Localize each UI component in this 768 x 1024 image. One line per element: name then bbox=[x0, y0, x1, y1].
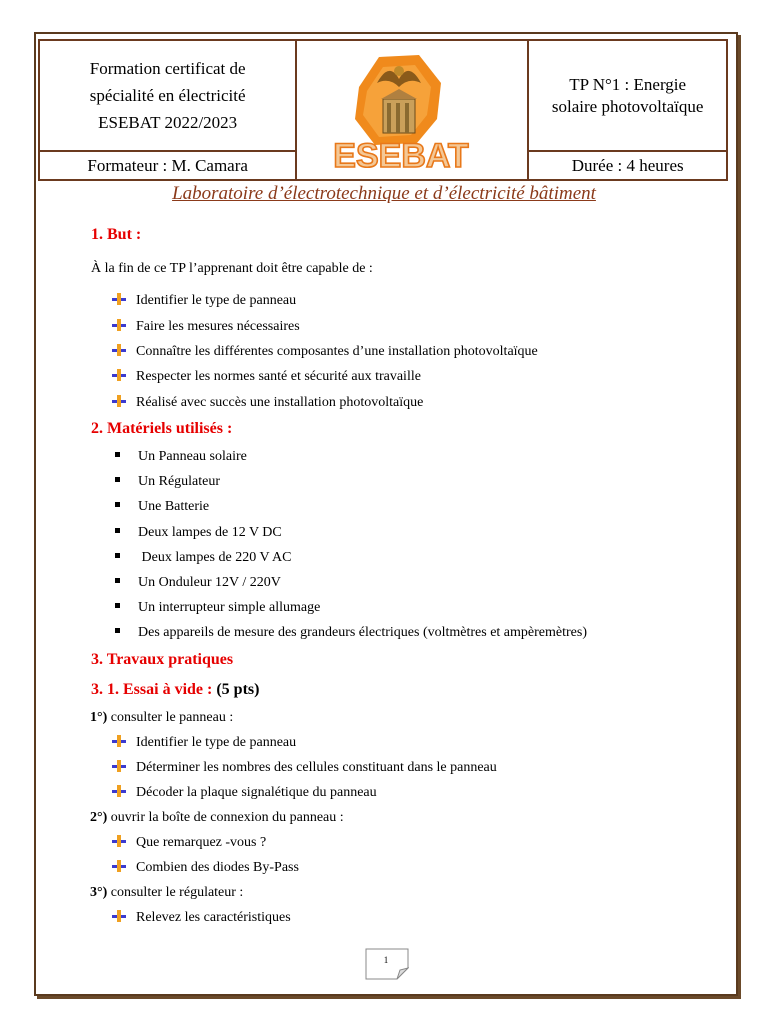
duration-cell: Durée : 4 heures bbox=[528, 151, 727, 180]
list-item: Identifier le type de panneau bbox=[112, 293, 296, 309]
list-item: Une Batterie bbox=[115, 499, 209, 515]
list-item: Relevez les caractéristiques bbox=[112, 910, 291, 926]
list-item: Combien des diodes By-Pass bbox=[112, 860, 299, 876]
square-bullet-icon bbox=[115, 528, 120, 533]
arrow-bullet-icon bbox=[112, 369, 126, 381]
essai-heading: 3. 1. Essai à vide : (5 pts) bbox=[91, 681, 260, 698]
square-bullet-icon bbox=[115, 502, 120, 507]
arrow-bullet-icon bbox=[112, 910, 126, 922]
esebat-logo bbox=[297, 41, 527, 179]
trainer-cell: Formateur : M. Camara bbox=[39, 151, 296, 180]
header-tp-title bbox=[528, 40, 727, 151]
step-2: 2°) ouvrir la boîte de connexion du panneau : bbox=[90, 810, 344, 825]
folded-page-icon bbox=[365, 948, 409, 980]
formation-line-2: spécialité en électricité bbox=[89, 86, 246, 105]
arrow-bullet-icon bbox=[112, 835, 126, 847]
formation-line-3: ESEBAT 2022/2023 bbox=[98, 113, 238, 132]
step-3: 3°) consulter le régulateur : bbox=[90, 885, 244, 900]
list-item: Déterminer les nombres des cellules constituant dans le panneau bbox=[112, 760, 497, 776]
square-bullet-icon bbox=[115, 628, 120, 633]
list-item: Faire les mesures nécessaires bbox=[112, 319, 300, 335]
arrow-bullet-icon bbox=[112, 785, 126, 797]
list-item: Deux lampes de 220 V AC bbox=[115, 550, 291, 566]
list-item: Décoder la plaque signalétique du panneau bbox=[112, 785, 377, 801]
arrow-bullet-icon bbox=[112, 293, 126, 305]
arrow-bullet-icon bbox=[112, 395, 126, 407]
list-item: Un Régulateur bbox=[115, 474, 220, 490]
tp-title-line-2: solaire photovoltaïque bbox=[551, 96, 704, 116]
arrow-bullet-icon bbox=[112, 319, 126, 331]
but-intro: À la fin de ce TP l’apprenant doit être capable de : bbox=[91, 261, 373, 276]
list-item: Un Onduleur 12V / 220V bbox=[115, 575, 281, 591]
svg-text:ESEBAT: ESEBAT bbox=[333, 137, 470, 175]
square-bullet-icon bbox=[115, 578, 120, 583]
header-table bbox=[38, 39, 728, 181]
list-item: Identifier le type de panneau bbox=[112, 735, 296, 751]
list-item: Des appareils de mesure des grandeurs électriques (voltmètres et ampèremètres) bbox=[115, 625, 587, 641]
list-item: Un Panneau solaire bbox=[115, 449, 247, 465]
square-bullet-icon bbox=[115, 477, 120, 482]
lab-title: Laboratoire d’électrotechnique et d’électricité bâtiment bbox=[172, 183, 596, 204]
arrow-bullet-icon bbox=[112, 344, 126, 356]
page-number: 1 bbox=[383, 955, 389, 965]
section-materiels-heading: 2. Matériels utilisés : bbox=[91, 420, 233, 437]
step-1: 1°) consulter le panneau : bbox=[90, 710, 234, 725]
list-item: Réalisé avec succès une installation photovoltaïque bbox=[112, 395, 423, 411]
section-travaux-heading: 3. Travaux pratiques bbox=[91, 651, 234, 668]
list-item: Un interrupteur simple allumage bbox=[115, 600, 320, 616]
header-formation bbox=[39, 40, 296, 151]
square-bullet-icon bbox=[115, 603, 120, 608]
header-logo-cell bbox=[296, 40, 528, 180]
square-bullet-icon bbox=[115, 553, 120, 558]
arrow-bullet-icon bbox=[112, 760, 126, 772]
essai-points: (5 pts) bbox=[216, 681, 260, 698]
arrow-bullet-icon bbox=[112, 735, 126, 747]
formation-line-1: Formation certificat de bbox=[89, 59, 246, 78]
logo-image bbox=[297, 41, 527, 179]
list-item: Que remarquez -vous ? bbox=[112, 835, 266, 851]
list-item: Deux lampes de 12 V DC bbox=[115, 525, 282, 541]
list-item: Respecter les normes santé et sécurité aux travaille bbox=[112, 369, 421, 385]
list-item: Connaître les différentes composantes d’une installation photovoltaïque bbox=[112, 344, 538, 360]
square-bullet-icon bbox=[115, 452, 120, 457]
section-but-heading: 1. But : bbox=[91, 226, 142, 243]
arrow-bullet-icon bbox=[112, 860, 126, 872]
page-number-box bbox=[365, 948, 409, 980]
tp-title-line-1: TP N°1 : Energie bbox=[569, 74, 687, 94]
